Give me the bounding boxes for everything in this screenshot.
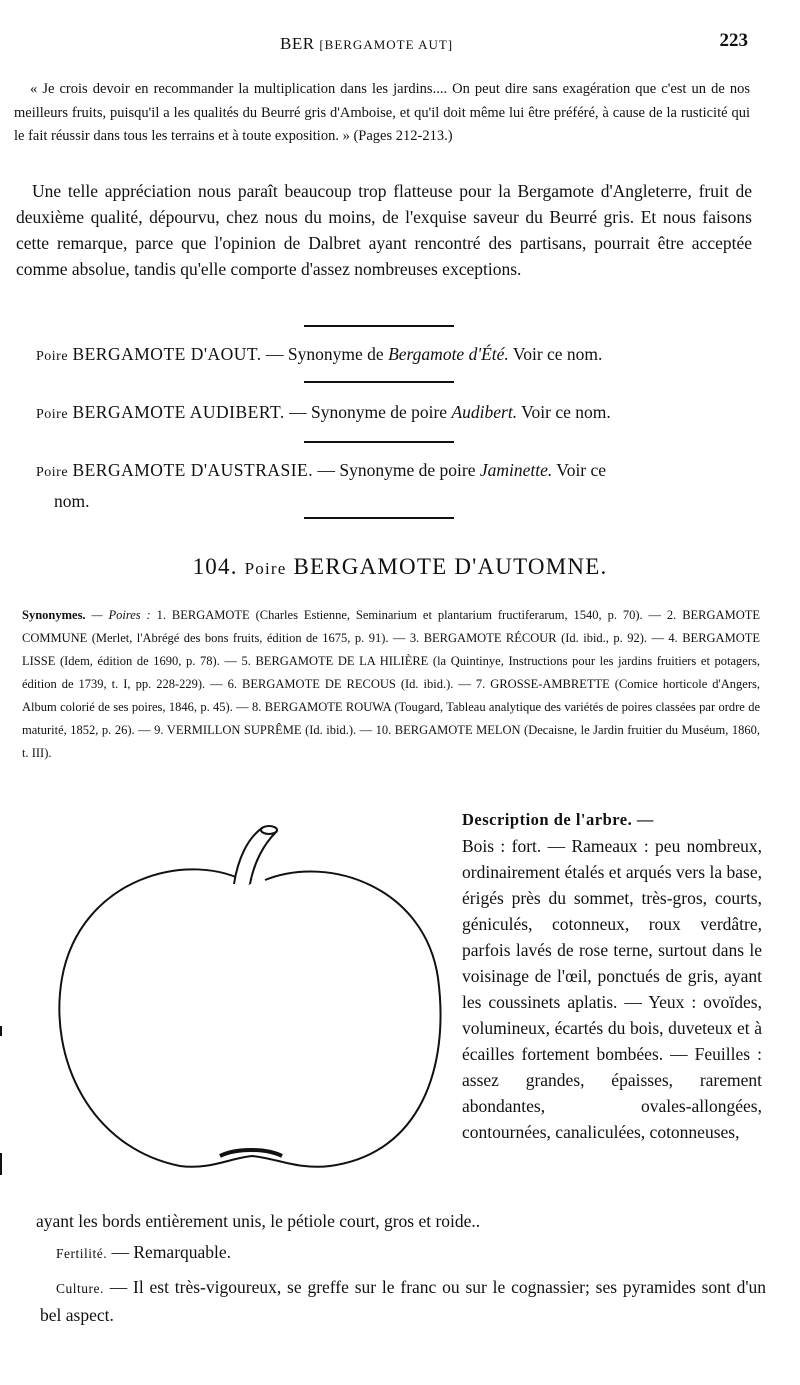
entry-name: BERGAMOTE D'AUSTRASIE. — [72, 460, 314, 480]
synonym-entry-austrasie — [36, 456, 764, 515]
running-head-main: BER — [280, 34, 315, 53]
synonym-entry-audibert — [36, 398, 764, 429]
entry-end: Voir ce — [552, 460, 607, 480]
section-name: BERGAMOTE D'AUTOMNE. — [293, 554, 608, 579]
fertility-label: Fertilité. — [56, 1246, 108, 1261]
page-header — [0, 30, 800, 62]
description-tail — [36, 1208, 766, 1234]
divider-rule — [304, 517, 454, 519]
page-number: 223 — [719, 30, 748, 51]
entry-text: — Synonyme de poire — [313, 460, 480, 480]
entry-poire: Poire — [36, 349, 69, 364]
entry-name: BERGAMOTE D'AOUT. — [72, 344, 262, 364]
quote-text: « Je crois devoir en recommander la multiplication dans les jardins.... On peut dire sans exagération que c'est un de nos meilleurs fruits, puisqu'il a les qualités du Beurré gris d'Amboise, et qu'il doit même lui être préféré, à cause de la rusticité qui le fait réussir dans tous les terrains et à toute exposition. » (Pages 212-213.) — [14, 81, 750, 144]
synonym-entry-aout — [36, 340, 764, 371]
section-number: 104. — [192, 554, 238, 579]
description-title: Description de l'arbre. — — [462, 810, 654, 829]
entry-text: — Synonyme de poire — [284, 402, 452, 422]
culture-text: — Il est très-vigoureux, se greffe sur le franc ou sur le cognassier; ses pyramides sont d'un bel aspect. — [40, 1277, 766, 1325]
quote-paragraph — [14, 78, 750, 149]
fertility-text: — Remarquable. — [107, 1242, 232, 1262]
commentary-paragraph — [16, 178, 752, 282]
entry-target: Jaminette. — [479, 460, 553, 480]
running-head-bracket: [BERGAMOTE AUT] — [319, 37, 454, 52]
entry-target: Bergamote d'Été. — [388, 344, 509, 364]
tree-description — [462, 807, 762, 1145]
fertility-line — [56, 1242, 231, 1263]
divider-rule — [304, 325, 454, 327]
entry-name: BERGAMOTE AUDIBERT. — [72, 402, 285, 422]
synonyms-text: 1. BERGAMOTE (Charles Estienne, Seminarium et plantarium fructiferarum, 1540, p. 70). — 2. BERGAMOTE COMMUNE (Merlet, l'Abrégé des bons fruits, édition de 1675, p. 91). — 3. BERGAMOTE RÉCOUR (Id. ibid., p. 92). — 4. BERGAMOTE LISSE (Idem, édition de 1690, p. 78). — 5. BERGAMOTE DE LA HILIÈRE (la Quintinye, Instructions pour les jardins fruitiers et potagers, édition de 1739, t. I, pp. 228-229). — 6. BERGAMOTE DE RECOUS (Id. ibid.). — 7. GROSSE-AMBRETTE (Comice horticole d'Angers, Album colorié de ses poires, 1846, p. 45). — 8. BERGAMOTE ROUWA (Tougard, Tableau analytique des variétés de poires classées par ordre de maturité, 1852, p. 26). — 9. VERMILLON SUPRÊME (Id. ibid.). — 10. BERGAMOTE MELON (Decaisne, le Jardin fruitier du Muséum, 1860, t. III). — [22, 608, 760, 760]
synonyms-block — [22, 604, 760, 765]
divider-rule — [304, 441, 454, 443]
pear-outline-illustration — [40, 818, 460, 1178]
margin-mark — [0, 1026, 2, 1036]
entry-poire: Poire — [36, 407, 69, 422]
section-poire: Poire — [244, 559, 287, 578]
pear-stem — [234, 828, 276, 884]
section-title — [0, 554, 800, 580]
culture-label: Culture. — [56, 1281, 104, 1296]
commentary-text: Une telle appréciation nous paraît beaucoup trop flatteuse pour la Bergamote d'Angleterre, fruit de deuxième qualité, dépourvu, chez nous du moins, de l'exquise saveur du Beurré gris. Et nous faisons cette remarque, parce que l'opinion de Dalbret ayant rencontré des partisans, pourrait être acceptée comme absolue, tandis qu'elle comporte d'assez nombreuses exceptions. — [16, 181, 752, 279]
running-head — [280, 34, 453, 54]
synonyms-intro: — Poires : — [85, 608, 157, 622]
culture-paragraph — [40, 1274, 766, 1328]
entry-end: Voir ce nom. — [508, 344, 603, 364]
entry-end-continued: nom. — [54, 491, 90, 511]
pear-stem-tip — [261, 826, 277, 834]
pear-outline — [59, 869, 440, 1166]
entry-end: Voir ce nom. — [517, 402, 611, 422]
description-text: Bois : fort. — Rameaux : peu nombreux, ordinairement étalés et arqués vers la base, érigés près du sommet, très-gros, courts, géniculés, cotonneux, roux verdâtre, parfois lavés de rose terne, surtout dans le voisinage de l'œil, ponctués de gris, ayant les coussinets aplatis. — Yeux : ovoïdes, volumineux, écartés du bois, duveteux et à écailles fortement bombées. — Feuilles : assez grandes, épaisses, rarement abondantes, ovales-allongées, contournées, canaliculées, cotonneuses, — [462, 836, 762, 1142]
entry-text: — Synonyme de — [261, 344, 389, 364]
divider-rule — [304, 381, 454, 383]
entry-target: Audibert. — [451, 402, 518, 422]
entry-poire: Poire — [36, 465, 69, 480]
synonyms-label: Synonymes. — [22, 608, 86, 622]
margin-mark — [0, 1153, 2, 1175]
description-tail-text: ayant les bords entièrement unis, le pétiole court, gros et roide.. — [36, 1211, 481, 1231]
